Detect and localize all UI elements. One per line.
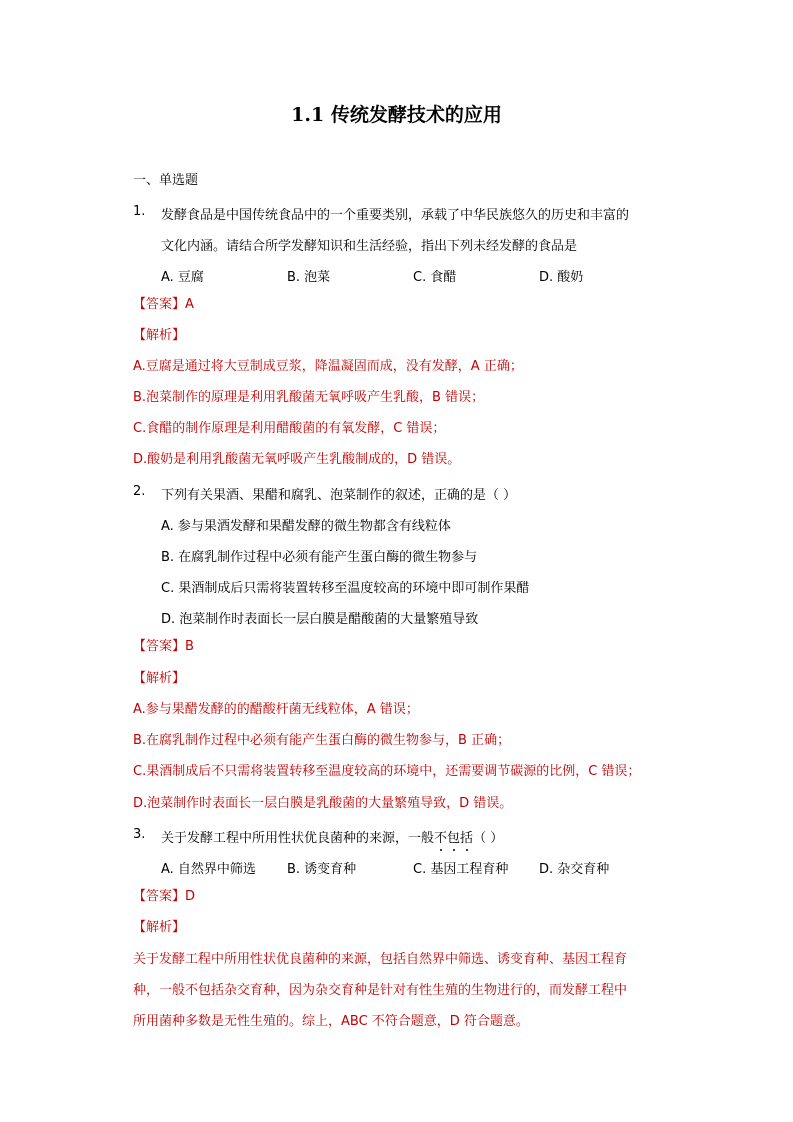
analysis-line: C.食醋的制作原理是利用醋酸菌的有氧发酵，C 错误； (133, 421, 446, 436)
emphasis-char: 不 (434, 827, 447, 846)
analysis-label: 【解析】 (133, 328, 186, 343)
analysis-line: A.豆腐是通过将大豆制成豆浆，降温凝固而成，没有发酵，A 正确； (133, 359, 523, 374)
analysis-line: B.泡菜制作的原理是利用乳酸菌无氧呼吸产生乳酸，B 错误； (133, 390, 485, 405)
question-number: 3. (133, 827, 146, 842)
question-text-part: （ ） (473, 831, 504, 846)
question-number: 1. (133, 204, 146, 219)
option-b: B. 在腐乳制作过程中必须有能产生蛋白酶的微生物参与 (161, 550, 478, 565)
option-c: C. 基因工程育种 (413, 862, 509, 877)
option-a: A. 豆腐 (161, 270, 204, 285)
analysis-label: 【解析】 (133, 671, 186, 686)
analysis-line: C.果酒制成后不只需将装置转移至温度较高的环境中，还需要调节碳源的比例，C 错误； (133, 764, 641, 779)
option-a: A. 参与果酒发酵和果醋发酵的微生物都含有线粒体 (161, 519, 451, 534)
question-text: 下列有关果酒、果醋和腐乳、泡菜制作的叙述，正确的是（ ） (161, 488, 517, 503)
analysis-line: B.在腐乳制作过程中必须有能产生蛋白酶的微生物参与，B 正确； (133, 733, 511, 748)
analysis-line: 关于发酵工程中所用性状优良菌种的来源，包括自然界中筛选、诱变育种、基因工程育 (133, 952, 628, 967)
emphasis-char: 包 (447, 827, 460, 846)
option-d: D. 酸奶 (539, 270, 584, 285)
question-text: 文化内涵。请结合所学发酵知识和生活经验，指出下列未经发酵的食品是 (161, 239, 578, 254)
emphasis-dotted-text (434, 831, 473, 846)
analysis-line: D.泡菜制作时表面长一层白膜是乳酸菌的大量繁殖导致，D 错误。 (133, 796, 513, 811)
analysis-line: A.参与果醋发酵的的醋酸杆菌无线粒体，A 错误； (133, 702, 419, 717)
analysis-label: 【解析】 (133, 920, 186, 935)
page-title: 1.1 传统发酵技术的应用 (291, 104, 502, 126)
analysis-line: 种，一般不包括杂交育种，因为杂交育种是针对有性生殖的生物进行的，而发酵工程中 (133, 983, 628, 998)
option-b: B. 诱变育种 (287, 862, 357, 877)
question-number: 2. (133, 484, 146, 499)
option-d: D. 杂交育种 (539, 862, 610, 877)
answer: 【答案】B (133, 639, 194, 654)
option-d: D. 泡菜制作时表面长一层白膜是醋酸菌的大量繁殖导致 (161, 612, 479, 627)
section-heading: 一、单选题 (133, 173, 199, 188)
option-a: A. 自然界中筛选 (161, 862, 256, 877)
emphasis-char: 括 (460, 827, 473, 846)
question-text-part: 关于发酵工程中所用性状优良菌种的来源，一般 (161, 831, 435, 846)
analysis-line: 所用菌种多数是无性生殖的。综上，ABC 不符合题意，D 符合题意。 (133, 1014, 529, 1029)
answer: 【答案】D (133, 889, 196, 904)
answer: 【答案】A (133, 297, 194, 312)
analysis-line: D.酸奶是利用乳酸菌无氧呼吸产生乳酸制成的，D 错误。 (133, 452, 461, 467)
question-text: 发酵食品是中国传统食品中的一个重要类别，承载了中华民族悠久的历史和丰富的 (161, 208, 630, 223)
option-b: B. 泡菜 (287, 270, 331, 285)
option-c: C. 食醋 (413, 270, 457, 285)
option-c: C. 果酒制成后只需将装置转移至温度较高的环境中即可制作果醋 (161, 581, 530, 596)
question-text (161, 827, 503, 846)
